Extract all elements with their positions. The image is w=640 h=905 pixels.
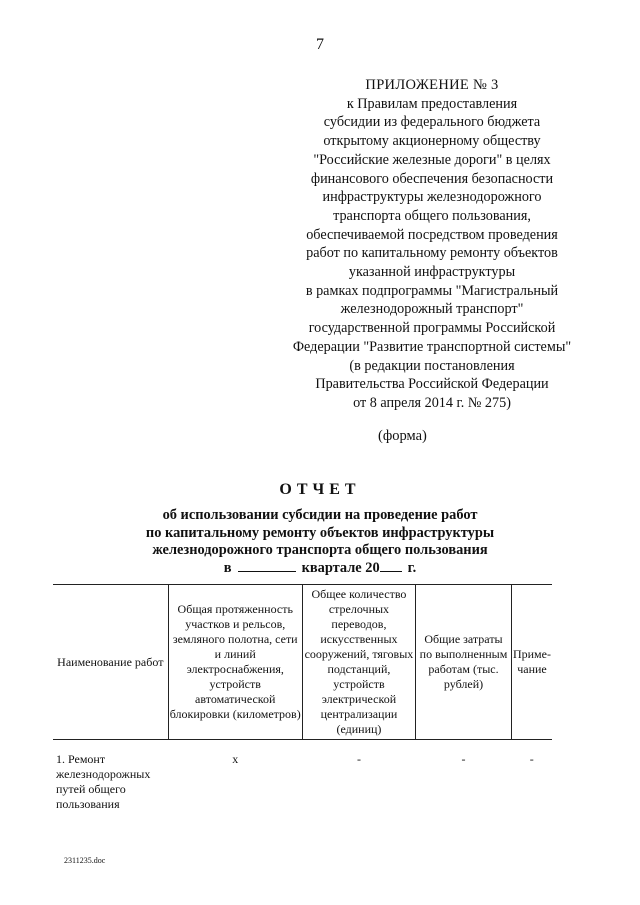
appendix-line: к Правилам предоставления [346,95,518,112]
table-header-row [53,585,552,740]
report-subtitle-line: об использовании субсидии на проведение работ [162,507,478,523]
appendix-line: "Российские железные дороги" в целях [313,151,551,168]
appendix-line: в рамках подпрограммы "Магистральный [305,282,559,299]
form-label: (форма) [378,428,427,444]
report-subtitle-line: по капитальному ремонту объектов инфраструктуры [145,524,495,541]
footer-filename: 2311235.doc [64,856,106,865]
quarter-suffix: г. [407,559,417,576]
page-number: 7 [316,36,324,53]
appendix-line: работ по капитальному ремонту объектов [306,245,558,262]
appendix-line: финансового обеспечения безопасности [310,170,554,187]
report-title: ОТЧЕТ [279,481,361,498]
row-count: - [356,752,361,766]
report-subtitle [60,507,580,577]
appendix-line: открытому акционерному обществу [323,133,541,150]
quarter-number-blank [238,570,296,572]
row-cost: - [461,752,466,766]
appendix-line: транспорта общего пользования, [333,207,531,224]
appendix-line: железнодорожный транспорт" [340,301,524,318]
year-blank [380,570,402,572]
appendix-line: указанной инфраструктуры [348,264,516,281]
appendix-line: субсидии из федерального бюджета [323,114,541,131]
header-count: Общее количество стрелочных переводов, искусственных сооружений, тяговых подстанций, устройств электрической централизации (единиц) [302,585,415,740]
appendix-line: Федерации "Развитие транспортной системы" [292,338,572,355]
appendix-line: Правительства Российской Федерации [315,376,549,393]
appendix-line: инфраструктуры железнодорожного [322,189,542,206]
quarter-prefix: в [223,559,232,576]
appendix-title: ПРИЛОЖЕНИЕ № 3 [365,77,499,93]
row-work-name: 1. Ремонт железнодорожных путей общего пользования [56,752,151,811]
appendix-line: (в редакции постановления [349,357,515,374]
header-length: Общая протяженность участков и рельсов, земляного полотна, сети и линий электроснабжения, устройств автоматической блокировки (километров) [168,585,302,740]
row-length: x [232,752,239,766]
header-cost: Общие затраты по выполненным работам (тыс. рублей) [416,585,512,740]
quarter-middle: квартале 20 [301,559,380,576]
report-table [53,584,552,812]
header-work-name: Наименование работ [53,585,168,740]
row-note: - [529,752,534,766]
appendix-line: государственной программы Российской [308,320,556,337]
appendix-line: обеспечиваемой посредством проведения [306,226,558,243]
appendix-line: от 8 апреля 2014 г. № 275) [353,394,511,411]
report-subtitle-line: железнодорожного транспорта общего пользования [152,542,488,559]
table-row [53,740,552,813]
report-quarter-line [60,560,580,578]
appendix-header [262,76,602,413]
header-note: Приме-чание [511,585,552,740]
